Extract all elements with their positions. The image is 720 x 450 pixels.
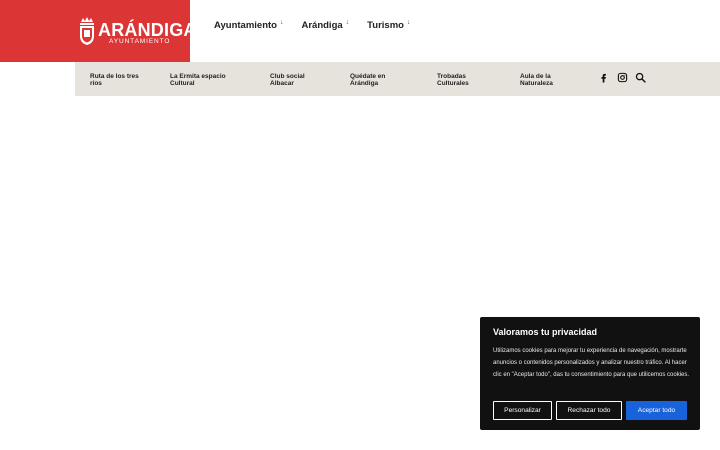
site-logo[interactable]	[0, 0, 197, 62]
secondary-nav	[75, 62, 720, 96]
arrow-down-icon: ↓	[279, 19, 284, 26]
nav-item-arandiga[interactable]	[301, 20, 349, 31]
nav-item-label: Turismo	[367, 20, 404, 31]
arrow-down-icon: ↓	[345, 19, 350, 26]
accept-all-button[interactable]: Aceptar todo	[626, 401, 687, 420]
subnav-label-line: Trobadas	[437, 73, 466, 80]
subnav-label-line: Naturaleza	[520, 80, 553, 87]
subnav-label-line: Ruta de los tres	[90, 73, 139, 80]
subnav-label-line: Quédate en	[350, 73, 386, 80]
subnav-item-ermita[interactable]	[170, 73, 226, 87]
facebook-icon[interactable]	[598, 72, 609, 83]
subnav-label-line: Aula de la	[520, 73, 551, 80]
subnav-item-trobadas[interactable]	[437, 73, 469, 87]
search-icon[interactable]	[635, 72, 646, 83]
subnav-label-line: ríos	[90, 80, 102, 87]
customize-button[interactable]: Personalizar	[493, 401, 552, 420]
arrow-down-icon: ↓	[406, 19, 411, 26]
nav-item-turismo[interactable]	[367, 20, 410, 31]
subnav-label-line: Arándiga	[350, 80, 379, 87]
subnav-item-club[interactable]	[270, 73, 305, 87]
subnav-label-line: Cultural	[170, 80, 195, 87]
reject-all-button[interactable]: Rechazar todo	[556, 401, 622, 420]
subnav-label-line: Club social	[270, 73, 305, 80]
nav-item-ayuntamiento[interactable]	[214, 20, 283, 31]
subnav-label-line: La Ermita espacio	[170, 73, 226, 80]
subnav-item-ruta[interactable]	[90, 73, 139, 87]
cookie-title: Valoramos tu privacidad	[493, 327, 598, 337]
cookie-banner	[480, 317, 700, 430]
logo-name: ARÁNDIGA	[98, 20, 197, 40]
subnav-item-quedate[interactable]	[350, 73, 385, 87]
subnav-label-line: Culturales	[437, 80, 469, 87]
instagram-icon[interactable]	[617, 72, 628, 83]
main-nav	[214, 20, 410, 31]
logo-subtitle: AYUNTAMIENTO	[109, 38, 171, 45]
nav-item-label: Ayuntamiento	[214, 20, 277, 31]
coat-of-arms-icon	[78, 16, 96, 46]
subnav-label-line: Albacar	[270, 80, 294, 87]
cookie-description: Utilizamos cookies para mejorar tu experiencia de navegación, mostrarte anuncios o contenidos personalizados y analizar nuestro tráfico. Al hacer clic en "Aceptar todo", das tu consentimiento para que utilicemos cookies.	[493, 348, 690, 378]
nav-item-label: Arándiga	[301, 20, 343, 31]
subnav-item-aula[interactable]	[520, 73, 553, 87]
